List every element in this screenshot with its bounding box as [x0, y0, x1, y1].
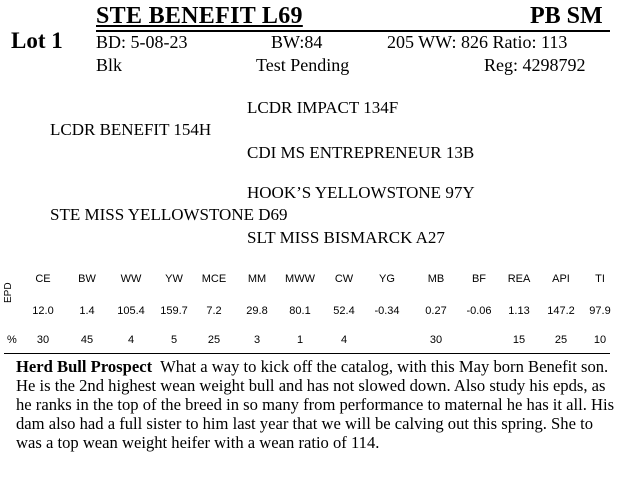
epd-header-mm: MM: [247, 273, 267, 285]
epd-header-ww: WW: [120, 273, 142, 285]
epd-value-ti: 97.9: [589, 305, 611, 317]
epd-header-cw: CW: [334, 273, 354, 285]
epd-percentile-rea: 15: [512, 334, 526, 346]
description: [16, 357, 616, 452]
test-status: Test Pending: [256, 55, 350, 75]
epd-percentile-ce: 30: [36, 334, 50, 346]
pedigree-dam-sire: HOOK’S YELLOWSTONE 97Y: [247, 183, 475, 202]
epd-value-rea: 1.13: [508, 305, 530, 317]
birth-weight: BW:84: [271, 32, 323, 52]
epd-value-yw: 159.7: [160, 305, 188, 317]
epd-value-bf: -0.06: [466, 305, 492, 317]
epd-percentile-yw: 5: [170, 334, 178, 346]
epd-value-mce: 7.2: [206, 305, 222, 317]
epd-header-yg: YG: [379, 273, 395, 285]
birth-date: BD: 5-08-23: [96, 32, 188, 52]
epd-percentile-ti: 10: [593, 334, 607, 346]
registration-number: Reg: 4298792: [484, 55, 586, 75]
breed-code: PB SM: [530, 3, 603, 29]
epd-header-ti: TI: [595, 273, 605, 285]
epd-header-mb: MB: [427, 273, 445, 285]
description-title: Herd Bull Prospect: [16, 357, 153, 376]
epd-percentile-api: 25: [554, 334, 568, 346]
pedigree-dam: STE MISS YELLOWSTONE D69: [50, 205, 288, 224]
percentile-row-label: %: [7, 334, 17, 346]
pedigree-dam-dam: SLT MISS BISMARCK A27: [247, 228, 445, 247]
epd-value-api: 147.2: [547, 305, 575, 317]
epd-row-label: EPD: [3, 282, 14, 303]
epd-percentile-bw: 45: [80, 334, 94, 346]
animal-name: STE BENEFIT L69: [96, 3, 303, 29]
epd-percentile-mb: 30: [429, 334, 443, 346]
epd-header-mww: MWW: [285, 273, 315, 285]
epd-header-mce: MCE: [201, 273, 227, 285]
epd-percentile-cw: 4: [340, 334, 348, 346]
epd-header-api: API: [552, 273, 570, 285]
wean-weight: 205 WW: 826 Ratio: 113: [387, 32, 568, 52]
epd-header-bf: BF: [471, 273, 487, 285]
epd-value-cw: 52.4: [333, 305, 355, 317]
epd-percentile-mww: 1: [296, 334, 304, 346]
epd-header-bw: BW: [78, 273, 96, 285]
epd-header-yw: YW: [165, 273, 183, 285]
epd-value-mww: 80.1: [289, 305, 311, 317]
epd-value-yg: -0.34: [374, 305, 400, 317]
epd-value-mm: 29.8: [246, 305, 268, 317]
epd-value-bw: 1.4: [79, 305, 95, 317]
epd-value-mb: 0.27: [425, 305, 447, 317]
epd-percentile-mm: 3: [253, 334, 261, 346]
section-divider: [4, 353, 610, 354]
epd-percentile-ww: 4: [127, 334, 135, 346]
animal-color: Blk: [96, 55, 123, 75]
epd-value-ww: 105.4: [117, 305, 145, 317]
pedigree-sire: LCDR BENEFIT 154H: [50, 120, 212, 139]
epd-header-ce: CE: [35, 273, 51, 285]
pedigree-sire-sire: LCDR IMPACT 134F: [247, 98, 399, 117]
pedigree-sire-dam: CDI MS ENTREPRENEUR 13B: [247, 143, 475, 162]
epd-value-ce: 12.0: [32, 305, 54, 317]
description-text: What a way to kick off the catalog, with this May born Benefit son. He is the 2nd highest wean weight bull and has not slowed down. Also study his epds, as he ranks in the top of the breed in so many from performance to maternal he has it all. His dam also had a full sister to him last year that we will be calving out this spring. She to was a top wean weight heifer with a wean ratio of 114.: [16, 357, 615, 452]
epd-percentile-mce: 25: [207, 334, 221, 346]
lot-number: Lot 1: [11, 28, 63, 53]
epd-header-rea: REA: [507, 273, 531, 285]
